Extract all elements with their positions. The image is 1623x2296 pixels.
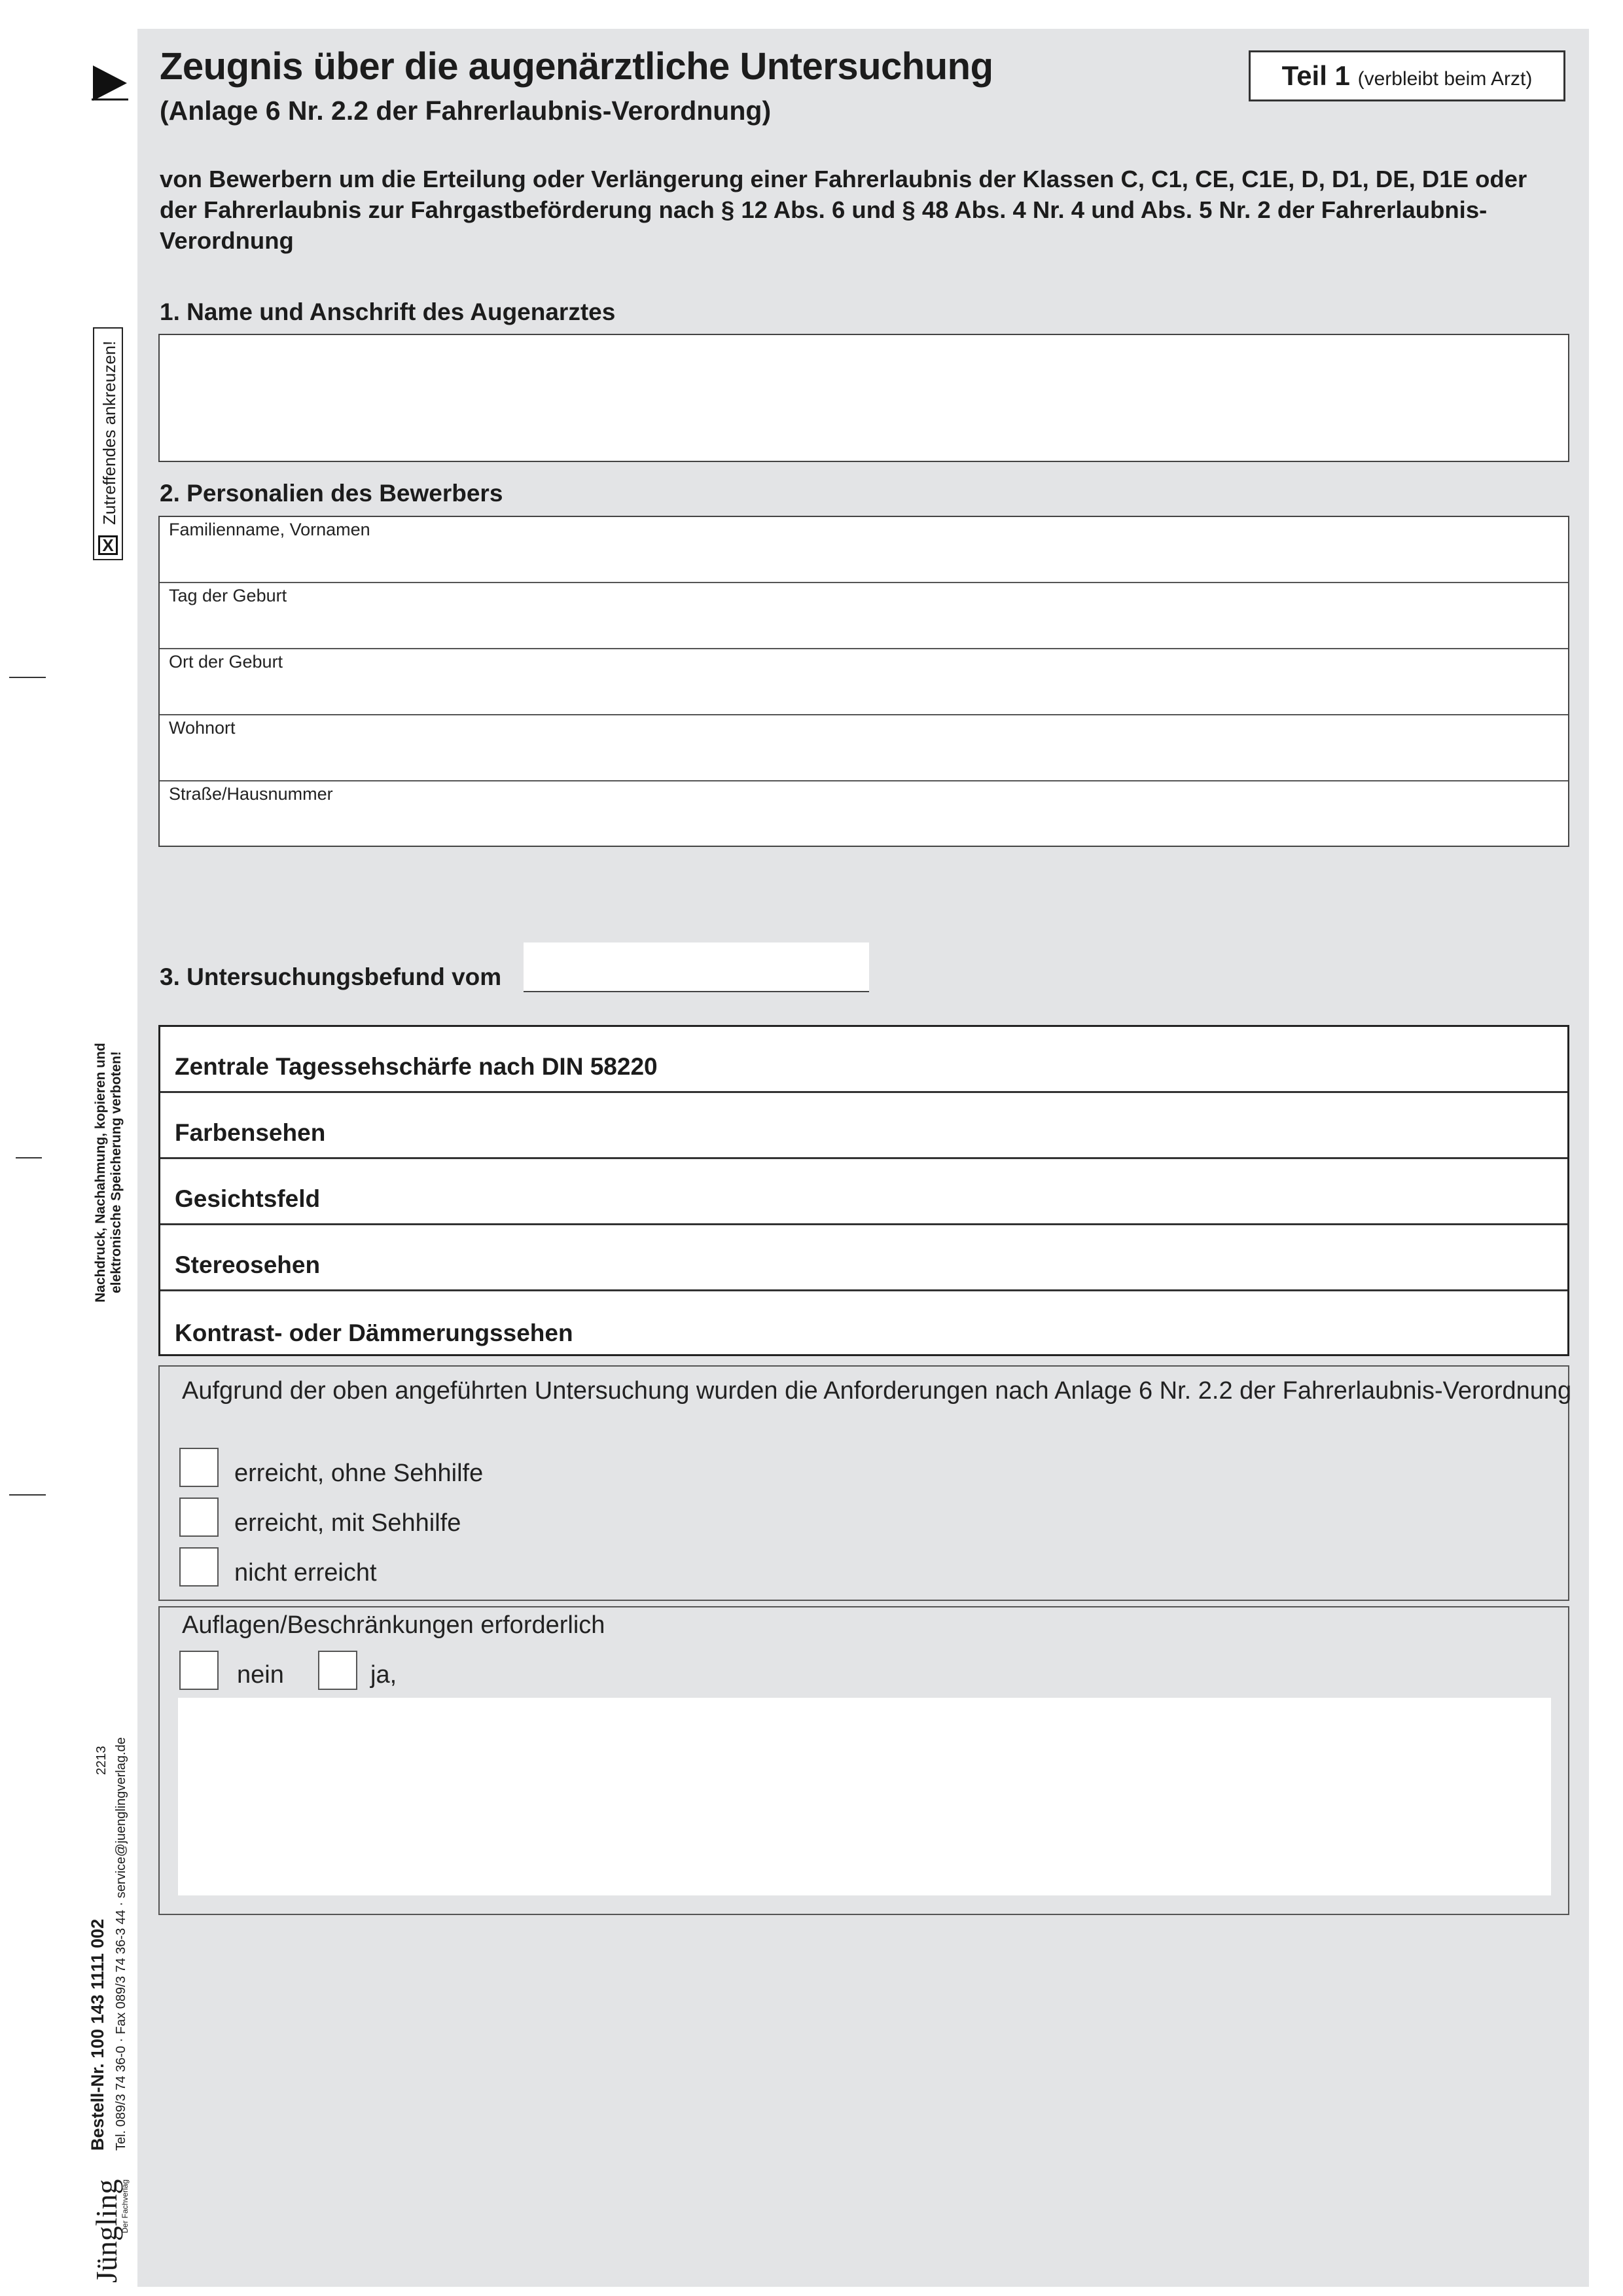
result-text: Aufgrund der oben angeführten Untersuchung wurden die Anforderungen nach Anlage 6 Nr. 2.2 der Fahrerlaubnis-Verordnung bbox=[182, 1377, 1572, 1405]
publisher-logo: Jüngling bbox=[90, 2179, 123, 2283]
copyright-notice: Nachdruck, Nachahmung, kopieren und elektronische Speicherung verboten! bbox=[93, 1043, 124, 1302]
hint-box bbox=[93, 327, 123, 560]
result-box bbox=[158, 1365, 1572, 1601]
restrictions-heading: Auflagen/Beschränkungen erforderlich bbox=[182, 1611, 605, 1639]
triangle-marker-icon bbox=[92, 64, 128, 102]
option-label: erreicht, ohne Sehhilfe bbox=[234, 1460, 484, 1487]
finding-label: Gesichtsfeld bbox=[175, 1185, 321, 1212]
part-label: Teil 1 bbox=[1281, 60, 1350, 91]
part-note: (verbleibt beim Arzt) bbox=[1357, 68, 1533, 90]
field-label: Wohnort bbox=[169, 718, 236, 738]
publisher-contact: Tel. 089/3 74 36-0 · Fax 089/3 74 36-3 44 · service@juenglingverlag.de bbox=[114, 1737, 128, 2151]
field-birth-place[interactable] bbox=[160, 649, 1568, 715]
sample-checkbox: X bbox=[98, 535, 118, 555]
finding-row[interactable] bbox=[160, 1027, 1567, 1093]
exam-date-field[interactable] bbox=[524, 942, 869, 992]
hint-text: Zutreffendes ankreuzen! bbox=[99, 340, 119, 525]
findings-table bbox=[158, 1025, 1569, 1356]
form-version: 2213 bbox=[94, 1746, 109, 1775]
finding-label: Farbensehen bbox=[175, 1119, 326, 1146]
checkbox-restrictions-yes[interactable] bbox=[318, 1651, 357, 1690]
publisher-tagline: Der Fachverlag bbox=[120, 2179, 130, 2233]
finding-row[interactable] bbox=[160, 1225, 1567, 1291]
personal-data-table bbox=[158, 516, 1569, 847]
finding-label: Kontrast- oder Dämmerungssehen bbox=[175, 1319, 573, 1346]
section-2-heading: 2. Personalien des Bewerbers bbox=[160, 480, 503, 507]
field-street[interactable] bbox=[160, 781, 1568, 848]
restrictions-text-field[interactable] bbox=[178, 1698, 1551, 1895]
finding-label: Zentrale Tagessehschärfe nach DIN 58220 bbox=[175, 1053, 658, 1080]
option-label: nicht erreicht bbox=[234, 1559, 377, 1587]
doctor-address-field[interactable] bbox=[158, 334, 1569, 462]
checkbox-restrictions-no[interactable] bbox=[179, 1651, 219, 1690]
checkbox-without-glasses[interactable] bbox=[179, 1448, 219, 1487]
page-title: Zeugnis über die augenärztliche Untersuchung bbox=[160, 45, 993, 88]
no-label: nein bbox=[237, 1661, 284, 1689]
finding-label: Stereosehen bbox=[175, 1251, 321, 1278]
field-label: Straße/Hausnummer bbox=[169, 784, 333, 804]
finding-row[interactable] bbox=[160, 1093, 1567, 1159]
field-name[interactable] bbox=[160, 517, 1568, 583]
finding-row[interactable] bbox=[160, 1291, 1567, 1357]
page-subtitle: (Anlage 6 Nr. 2.2 der Fahrerlaubnis-Verordnung) bbox=[160, 96, 772, 126]
checkbox-with-glasses[interactable] bbox=[179, 1498, 219, 1537]
field-label: Tag der Geburt bbox=[169, 586, 287, 605]
intro-text: von Bewerbern um die Erteilung oder Verlängerung einer Fahrerlaubnis der Klassen C, C1, CE, C1E, D, D1, DE, D1E oder der Fahrerlaubnis zur Fahrgastbeförderung nach § 12 Abs. 6 und § 48 Abs. 4 Nr. 4 und Abs. 5 Nr. 2 der Fahrerlaubnis-Verordnung bbox=[160, 166, 1527, 254]
fold-mark bbox=[9, 677, 46, 678]
option-label: erreicht, mit Sehhilfe bbox=[234, 1509, 461, 1537]
field-label: Ort der Geburt bbox=[169, 652, 283, 672]
punch-mark bbox=[16, 1157, 42, 1158]
order-number: Bestell-Nr. 100 143 1111 002 bbox=[88, 1918, 107, 2151]
fold-mark bbox=[9, 1494, 46, 1496]
field-label: Familienname, Vornamen bbox=[169, 520, 370, 539]
field-birth-date[interactable] bbox=[160, 583, 1568, 649]
part-label-box bbox=[1249, 50, 1565, 101]
section-1-heading: 1. Name und Anschrift des Augenarztes bbox=[160, 298, 616, 325]
yes-label: ja, bbox=[370, 1661, 397, 1689]
finding-row[interactable] bbox=[160, 1159, 1567, 1225]
field-residence[interactable] bbox=[160, 715, 1568, 781]
checkbox-not-achieved[interactable] bbox=[179, 1547, 219, 1587]
section-3-heading: 3. Untersuchungsbefund vom bbox=[160, 963, 502, 990]
